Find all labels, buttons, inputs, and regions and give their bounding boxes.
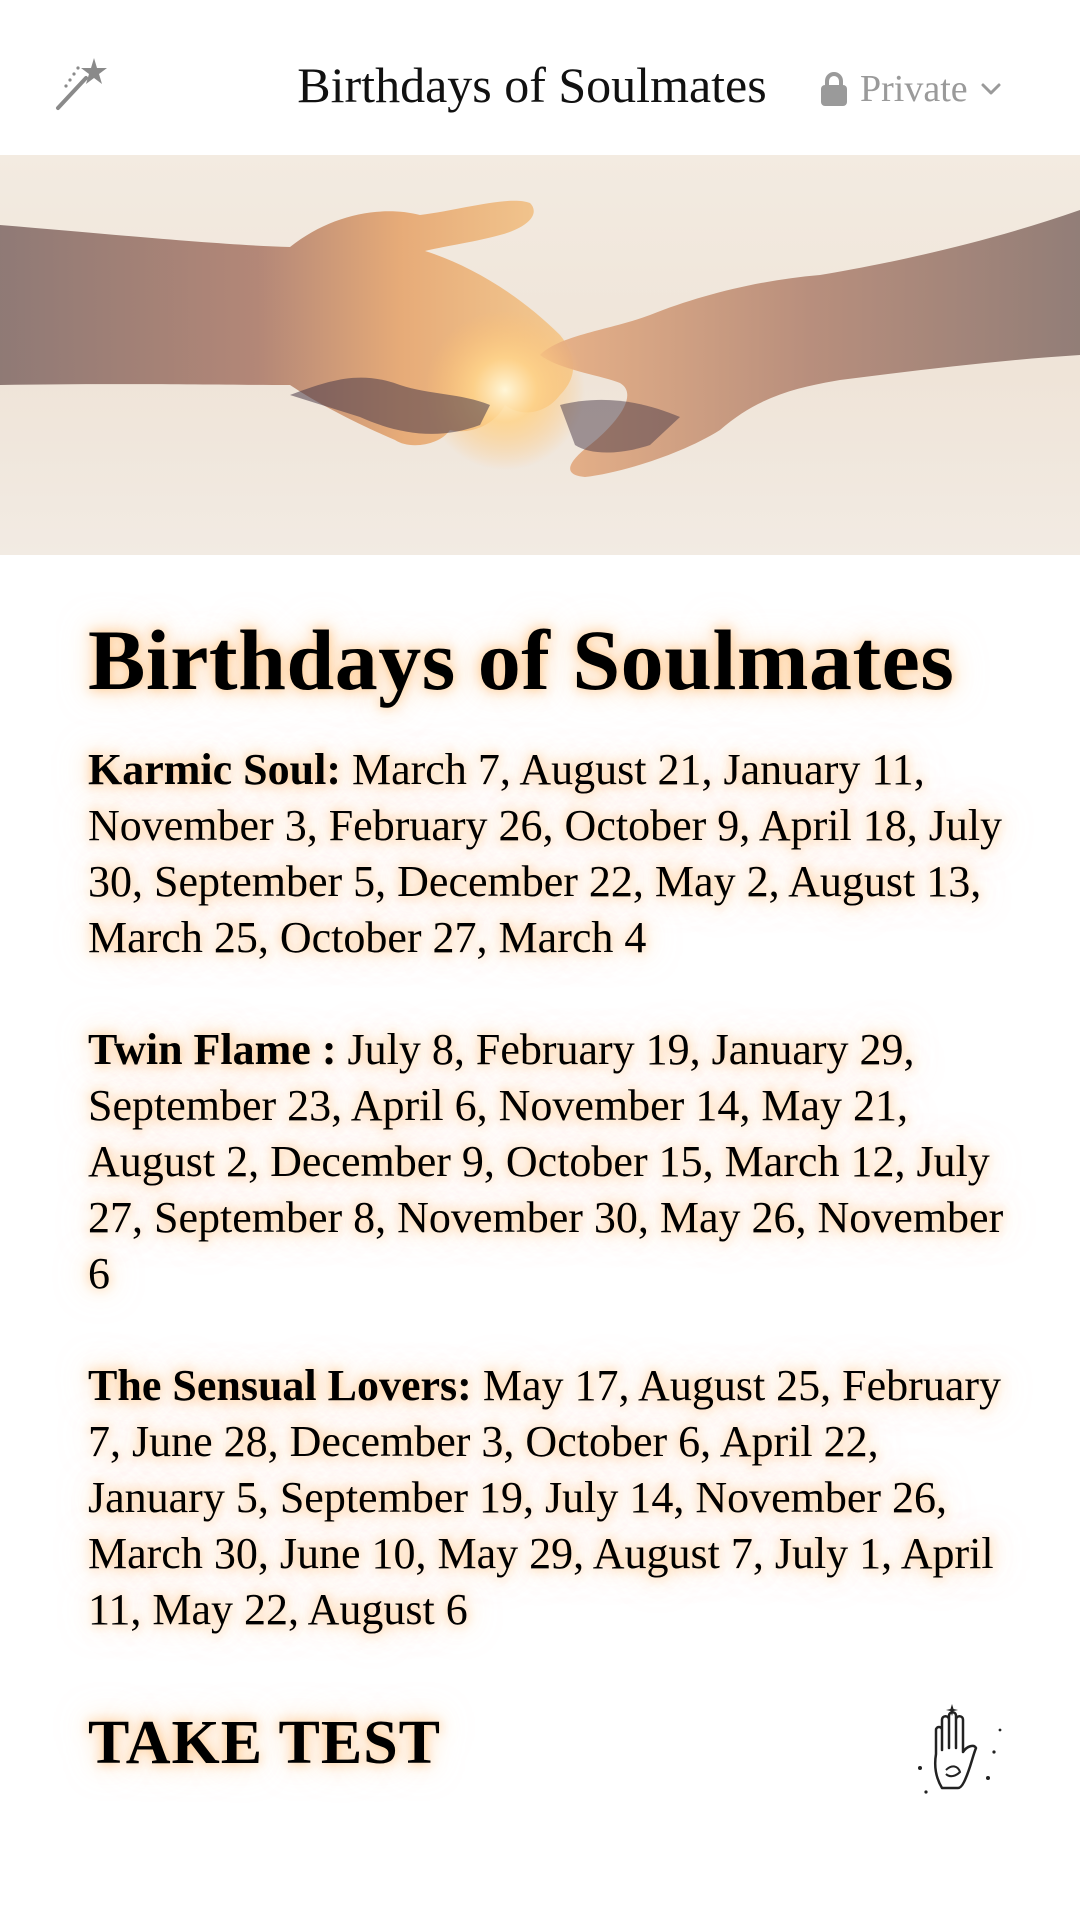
hands-illustration <box>0 155 1080 555</box>
main-content <box>88 610 1008 1638</box>
section-karmic-soul <box>88 742 1008 966</box>
top-bar <box>0 0 1080 155</box>
section-dates: July 8, February 19, January 29, September 23, April 6, November 14, May 21, August 2, December 9, October 15, March 12, July 27, September 8, November 30, May 26, November 6 <box>88 1025 1004 1298</box>
chevron-down-icon <box>980 78 1002 100</box>
privacy-label: Private <box>860 68 968 110</box>
section-label: The Sensual Lovers: <box>88 1361 472 1410</box>
cta-row <box>88 1700 1008 1810</box>
section-label: Karmic Soul: <box>88 745 341 794</box>
lock-icon <box>820 71 848 107</box>
section-dates: March 7, August 21, January 11, November 3, February 26, October 9, April 18, July 30, September 5, December 22, May 2, August 13, March 25, October 27, March 4 <box>88 745 1003 962</box>
page-title: Birthdays of Soulmates <box>88 612 955 708</box>
section-twin-flame <box>88 1022 1008 1302</box>
section-dates: May 17, August 25, February 7, June 28, December 3, October 6, April 22, January 5, September 19, July 14, November 26, March 30, June 10, May 29, August 7, July 1, April 11, May 22, August 6 <box>88 1361 1002 1634</box>
section-sensual-lovers <box>88 1358 1008 1638</box>
section-label: Twin Flame : <box>88 1025 337 1074</box>
privacy-selector[interactable] <box>820 66 1002 112</box>
palm-hand-icon[interactable] <box>912 1700 1008 1800</box>
app-title: Birthdays of Soulmates <box>297 57 767 113</box>
hero-image <box>0 155 1080 555</box>
take-test-button[interactable]: TAKE TEST <box>88 1709 442 1777</box>
